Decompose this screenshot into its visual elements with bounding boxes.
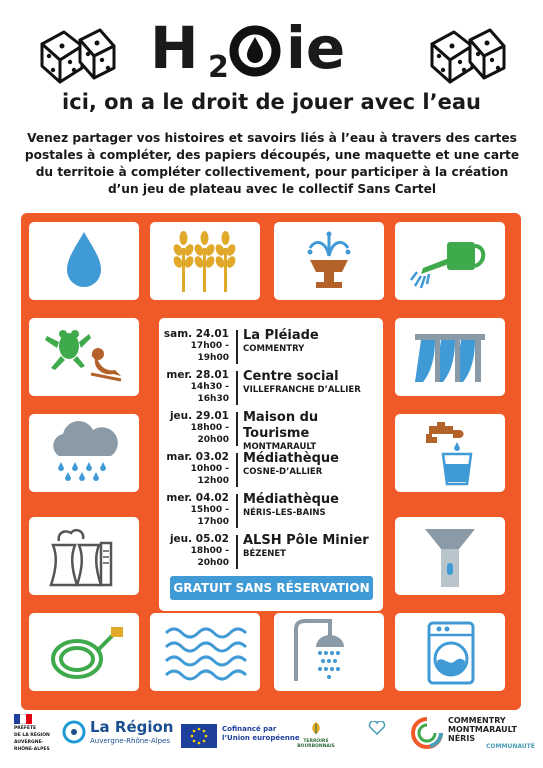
rain-cloud-icon	[41, 420, 127, 486]
tap-and-glass-icon	[407, 420, 493, 486]
event-venue	[243, 492, 388, 519]
frog-and-bird-icon	[41, 324, 127, 390]
event-place: La Pléiade	[243, 328, 319, 343]
event-place: Médiathèque	[243, 451, 339, 466]
event-hours: 10h00 - 12h00	[190, 464, 229, 486]
water-tower-icon	[407, 523, 493, 589]
cmn-line: NÉRIS	[448, 734, 476, 743]
event-place: Maison du Tourisme	[243, 410, 319, 441]
heart-icon	[368, 721, 386, 735]
event-divider	[236, 412, 238, 446]
terroirs-line: TERROIRS	[303, 739, 329, 744]
terroirs-line: BOURBONNAIS	[297, 744, 335, 749]
event-venue	[243, 533, 388, 560]
dice-icon	[426, 24, 506, 86]
event-place: Centre social	[243, 369, 339, 384]
event-town: COMMENTRY	[243, 344, 305, 354]
french-flag-icon	[14, 714, 32, 724]
event-venue	[243, 328, 388, 355]
event-divider	[236, 330, 238, 364]
event-row	[159, 410, 383, 452]
event-when	[159, 492, 229, 528]
poster-title	[150, 10, 393, 86]
event-date: jeu. 05.02	[169, 533, 229, 545]
partner-logos	[0, 712, 543, 768]
tile-waves	[150, 613, 260, 691]
tile-fountain	[274, 222, 384, 300]
region-mark-icon	[62, 720, 86, 744]
event-row	[159, 328, 383, 370]
event-row	[159, 492, 383, 534]
shower-icon	[286, 619, 372, 685]
community-swirl-icon	[410, 716, 444, 750]
garden-hose-icon	[41, 619, 127, 685]
waves-icon	[162, 619, 248, 685]
event-venue	[243, 410, 388, 453]
event-town: COSNE-D’ALLIER	[243, 467, 323, 477]
event-when	[159, 328, 229, 364]
tile-rain-cloud	[29, 414, 139, 492]
event-divider	[236, 535, 238, 569]
prefet-line: AUVERGNE-	[14, 740, 44, 745]
event-hours: 14h30 - 16h30	[190, 382, 229, 404]
power-plant-icon	[41, 523, 127, 589]
commentry-montmarault-neris-logo	[410, 716, 540, 756]
drop-letter-o-icon	[228, 24, 282, 78]
title-ending: ie	[286, 14, 346, 82]
event-hours: 18h00 - 20h00	[190, 423, 229, 445]
water-drop-icon	[41, 228, 127, 294]
event-date: sam. 24.01	[163, 328, 229, 340]
eu-cofinance-text	[222, 725, 300, 743]
intro-paragraph: Venez partager vos histoires et savoirs liés à l’eau à travers des cartes postales à compléter, des papiers découpés, une maquette et une carte du territoie à compléter collectivement, pour participer à la création d’un jeu de plateau avec le collectif Sans Cartel	[24, 131, 520, 196]
dam-icon	[407, 324, 493, 390]
event-town: VILLEFRANCHE D’ALLIER	[243, 385, 361, 395]
event-town: NÉRIS-LES-BAINS	[243, 508, 326, 518]
dice-icon	[36, 24, 116, 86]
tile-wheat	[150, 222, 260, 300]
fountain-icon	[286, 228, 372, 294]
game-board	[21, 213, 521, 710]
event-row	[159, 451, 383, 493]
prefet-line: RHÔNE-ALPES	[14, 747, 50, 752]
tile-dam	[395, 318, 505, 396]
event-venue	[243, 451, 388, 478]
title-letter: H	[150, 14, 199, 82]
tile-washing-machine	[395, 613, 505, 691]
event-date: mer. 04.02	[166, 492, 229, 504]
event-when	[159, 533, 229, 569]
prefet-line: PRÉFÈTE	[14, 726, 37, 731]
tile-frog-bird	[29, 318, 139, 396]
tile-garden-hose	[29, 613, 139, 691]
cmn-tagline: COMMUNAUTÉ	[486, 743, 535, 750]
event-row	[159, 369, 383, 411]
parc-logo	[348, 720, 406, 739]
leaf-icon	[309, 721, 323, 735]
event-when	[159, 369, 229, 405]
tile-watering-can	[395, 222, 505, 300]
event-when	[159, 410, 229, 446]
event-town: MONTMARAULT	[243, 442, 317, 452]
prefet-line: DE LA RÉGION	[14, 733, 50, 738]
free-admission-badge: GRATUIT SANS RÉSERVATION	[170, 576, 373, 600]
region-subtitle: Auvergne-Rhône-Alpes	[90, 737, 170, 745]
event-row	[159, 533, 383, 575]
event-hours: 17h00 - 19h00	[190, 341, 229, 363]
event-when	[159, 451, 229, 487]
tile-shower	[274, 613, 384, 691]
subtitle: ici, on a le droit de jouer avec l’eau	[62, 90, 481, 114]
cmn-line: MONTMARAULT	[448, 725, 517, 734]
tile-power-plant	[29, 517, 139, 595]
tile-tap-glass	[395, 414, 505, 492]
title-subscript: 2	[208, 50, 229, 85]
eu-line: l’Union européenne	[222, 734, 300, 742]
prefet-logo	[14, 714, 52, 752]
tile-water-tower	[395, 517, 505, 595]
schedule-panel	[159, 318, 383, 611]
event-date: mer. 28.01	[166, 369, 229, 381]
event-divider	[236, 494, 238, 528]
event-hours: 15h00 - 17h00	[190, 505, 229, 527]
event-place: Médiathèque	[243, 492, 339, 507]
event-town: BÉZENET	[243, 549, 286, 559]
event-hours: 18h00 - 20h00	[190, 546, 229, 568]
washing-machine-icon	[407, 619, 493, 685]
terroirs-logo	[296, 720, 336, 749]
event-date: mar. 03.02	[166, 451, 229, 463]
event-place: ALSH Pôle Minier	[243, 533, 369, 548]
event-divider	[236, 453, 238, 487]
tile-water-drop	[29, 222, 139, 300]
watering-can-icon	[407, 228, 493, 294]
event-venue	[243, 369, 388, 396]
wheat-icon	[162, 228, 248, 294]
eu-flag-icon	[181, 724, 217, 748]
cmn-line: COMMENTRY	[448, 716, 506, 725]
event-date: jeu. 29.01	[169, 410, 229, 422]
region-name: La Région	[90, 718, 174, 736]
eu-line: Cofinancé par	[222, 725, 277, 733]
event-divider	[236, 371, 238, 405]
header	[0, 0, 543, 130]
